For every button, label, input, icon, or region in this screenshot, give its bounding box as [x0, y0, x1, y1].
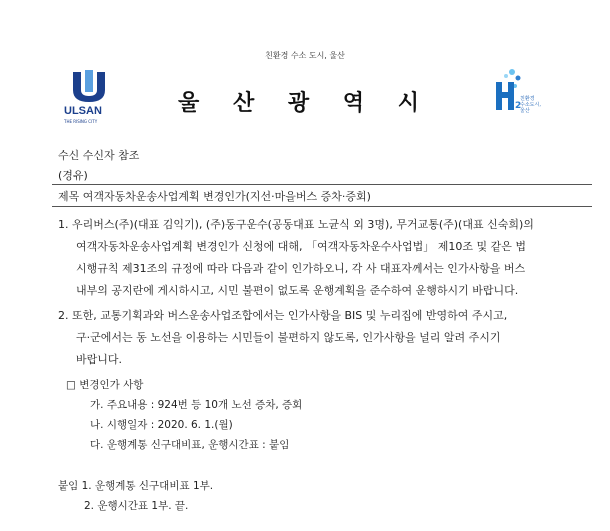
- divider: [52, 184, 592, 185]
- attachment-item: 붙임 1. 운행계통 신구대비표 1부.: [58, 480, 214, 492]
- hydrogen-h2-emblem-icon: [490, 66, 524, 114]
- approval-item: 다. 운행계통 신구대비표, 운행시간표 : 붙임: [90, 439, 290, 451]
- paragraph-line: 2. 또한, 교통기획과와 버스운송사업조합에서는 인가사항을 BIS 및 누리집에 반영하여 주시고,: [58, 309, 508, 322]
- logo-tagline: THE RISING CITY: [64, 119, 98, 124]
- logo-city-name: ULSAN: [64, 105, 102, 117]
- approval-item: 가. 주요내용 : 924번 등 10개 노선 증차, 증회: [90, 399, 303, 411]
- paragraph-line: 내부의 공지란에 게시하시고, 시민 불편이 없도록 운행계획을 준수하여 운행하시기 바랍니다.: [76, 284, 519, 297]
- svg-text:2: 2: [515, 101, 522, 111]
- paragraph-line: 바랍니다.: [76, 353, 123, 366]
- slogan: 친환경 수소 도시, 울산: [265, 51, 345, 60]
- attachment-item: 2. 운행시간표 1부. 끝.: [84, 500, 189, 512]
- hydrogen-city-logo: [490, 66, 560, 126]
- paragraph-line: 구·군에서는 동 노선을 이용하는 시민들이 불편하지 않도록, 인가사항을 널리 알려 주시기: [76, 331, 501, 344]
- organization-title: 울 산 광 역 시: [178, 91, 432, 116]
- divider: [52, 206, 592, 207]
- approval-heading: □ 변경인가 사항: [66, 379, 144, 391]
- via-line: (경유): [58, 169, 88, 182]
- logo-line-2: 수소도시,: [520, 102, 541, 108]
- paragraph-line: 시행규칙 제31조의 규정에 따라 다음과 같이 인가하오니, 각 사 대표자께서는 인가사항을 버스: [76, 262, 526, 275]
- paragraph-line: 1. 우리버스(주)(대표 김익기), (주)동구운수(공동대표 노균식 외 3명), 무거교통(주)(대표 신숙희)의: [58, 218, 534, 231]
- recipient-line: 수신 수신자 참조: [58, 149, 140, 162]
- subject-line: 제목 여객자동차운송사업계획 변경인가(지선·마을버스 증차·증회): [58, 190, 371, 203]
- paragraph-line: 여객자동차운송사업계획 변경인가 신청에 대해, 「여객자동차운수사업법」 제10조 및 같은 법: [76, 240, 526, 253]
- logo-line-3: 울산: [520, 108, 530, 114]
- approval-item: 나. 시행일자 : 2020. 6. 1.(월): [90, 419, 233, 431]
- logo-line-1: 친환경: [520, 96, 535, 102]
